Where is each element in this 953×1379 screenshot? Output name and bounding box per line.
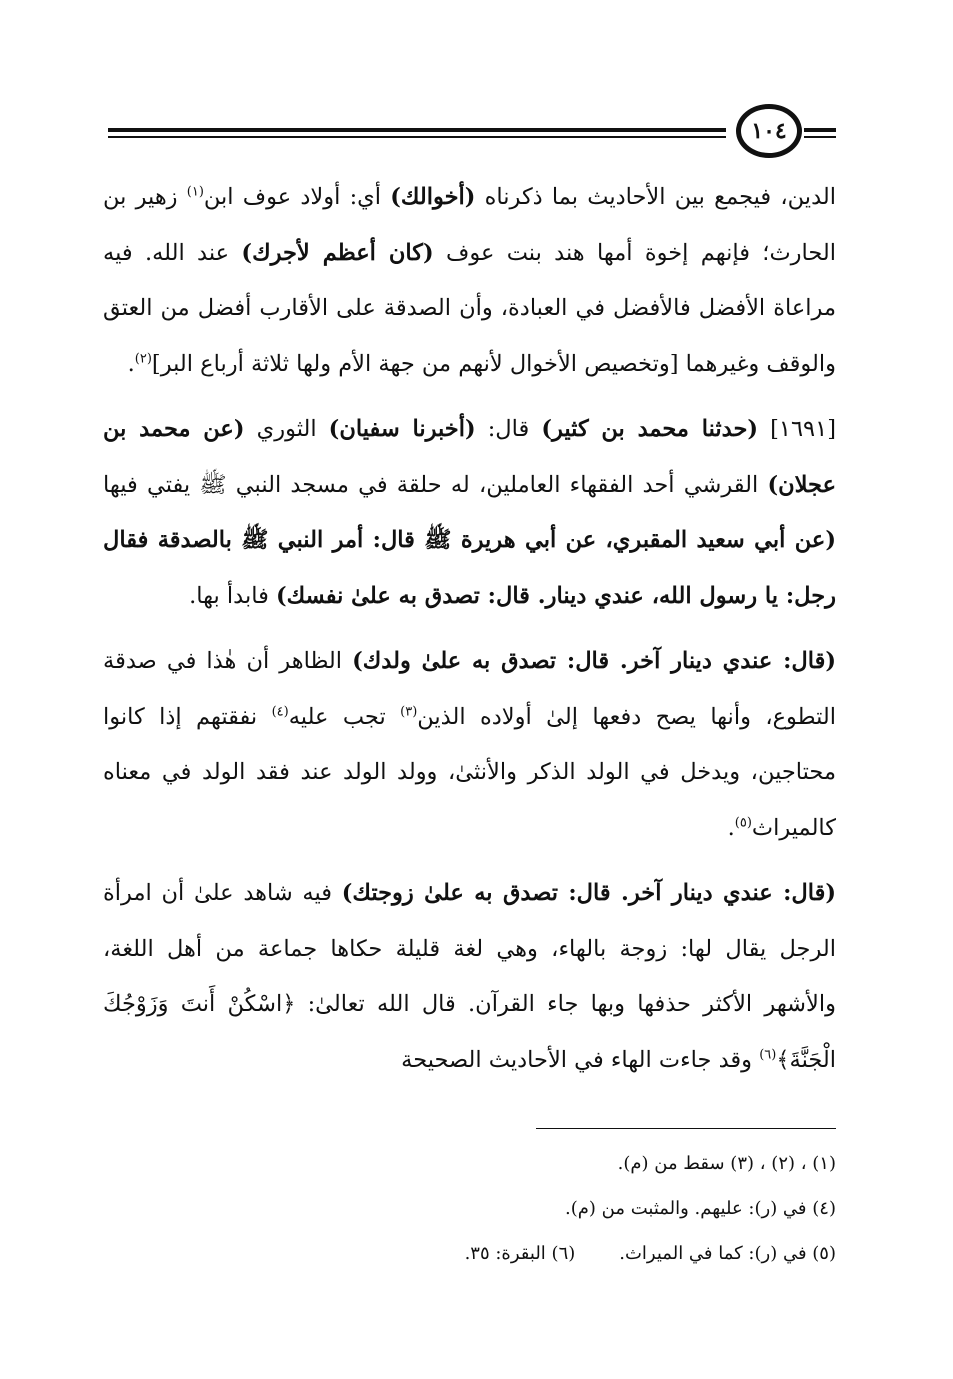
page-number: ١٠٤: [736, 104, 802, 158]
bold-text: (أخوالك): [390, 184, 476, 210]
paragraph: [103, 402, 836, 624]
footnote-ref: (٢): [134, 351, 152, 366]
text-run: الثوري: [244, 416, 329, 442]
bold-text: (قال: عندي دينار آخر. قال: تصدق به علىٰ زوجتك): [341, 880, 836, 906]
footnote-6: (٦) البقرة: ٣٥.: [464, 1243, 576, 1264]
bold-text: (عن محمد بن عجلان): [103, 416, 836, 498]
footnote-ref: (١): [186, 184, 204, 200]
footnote-ref: (٦): [759, 1047, 777, 1062]
text-run: قال:: [475, 416, 542, 442]
paragraph: [103, 170, 836, 392]
text-run: زهير بن الحارث؛ فإنهم إخوة أمها هند بنت عوف: [103, 184, 836, 266]
footnote-ref: (٤): [271, 704, 289, 719]
bold-text: (عن أبي سعيد المقبري، عن أبي هريرة ﷺ قال: أمر النبي ﷺ بالصدقة فقال رجل: يا رسول الله، عندي دينار. قال: تصدق به علىٰ نفسك): [103, 527, 836, 609]
footnote-5: (٥) في (ر): كما في الميراث.: [619, 1243, 836, 1264]
bold-text: (حدثنا محمد بن كثير): [541, 416, 758, 442]
bold-text: (قال: عندي دينار آخر. قال: تصدق به علىٰ ولدك): [352, 648, 836, 674]
footnote-4: (٤) في (ر): عليهم. والمثبت من (م).: [565, 1198, 836, 1219]
footnote-ref: (٥): [734, 815, 752, 830]
header-rule-thin: [108, 136, 726, 138]
text-run: تجب عليه: [288, 703, 401, 730]
footnote-divider: [536, 1128, 836, 1129]
header-rule-right: [804, 128, 836, 132]
footnote-ref: (٣): [400, 704, 418, 719]
text-run: القرشي أحد الفقهاء العاملين، له حلقة في مسجد النبي ﷺ يفتي فيها: [103, 471, 768, 498]
bold-text: (أخبرنا سفيان): [328, 416, 476, 442]
main-text: [103, 170, 836, 1098]
footnote-1: (١) ، (٢) ، (٣) سقط من (م).: [617, 1153, 836, 1174]
text-run: [١٦٩١]: [758, 416, 836, 442]
footnote-5-6: [103, 1231, 836, 1276]
text-run: الدين، فيجمع بين الأحاديث بما ذكرناه: [475, 184, 836, 210]
header-rule: [108, 128, 726, 132]
page-header: [108, 108, 836, 160]
paragraph: [103, 866, 836, 1088]
text-run: .: [727, 814, 735, 841]
text-run: فابدأ بها.: [189, 582, 277, 609]
footnotes: [103, 1141, 836, 1276]
bold-text: (كان أعظم لأجرك): [241, 239, 434, 266]
text-run: وقد جاءت الهاء في الأحاديث الصحيحة: [401, 1046, 760, 1073]
text-run: فيه شاهد علىٰ أن امرأة الرجل يقال لها: زوجة بالهاء، وهي لغة قليلة حكاها جماعة من أهل اللغة، والأشهر الأكثر حذفها وبها جاء القرآن. قال الله تعالىٰ: ﴿اسْكُنْ أَنتَ وَزَوْجُكَ الْجَنَّةَ﴾: [103, 880, 836, 1073]
text-run: .: [127, 350, 135, 377]
paragraph: [103, 634, 836, 856]
text-run: عند الله. فيه مراعاة الأفضل فالأفضل في العبادة، وأن الصدقة على الأقارب أفضل من العتق والوقف وغيرهما [وتخصيص الأخوال لأنهم من جهة الأم ولها ثلاثة أرباع البر]: [103, 239, 836, 377]
header-rule-right-thin: [804, 136, 836, 138]
text-run: الظاهر أن هٰذا في صدقة التطوع، وأنها يصح دفعها إلىٰ أولاده الذين: [103, 648, 836, 730]
text-run: أي: أولاد عوف ابن: [203, 184, 391, 210]
text-run: نفقتهم إذا كانوا محتاجين، ويدخل في الولد الذكر والأنثىٰ، وولد الولد عند فقد الولد في معناه كالميراث: [103, 703, 836, 841]
